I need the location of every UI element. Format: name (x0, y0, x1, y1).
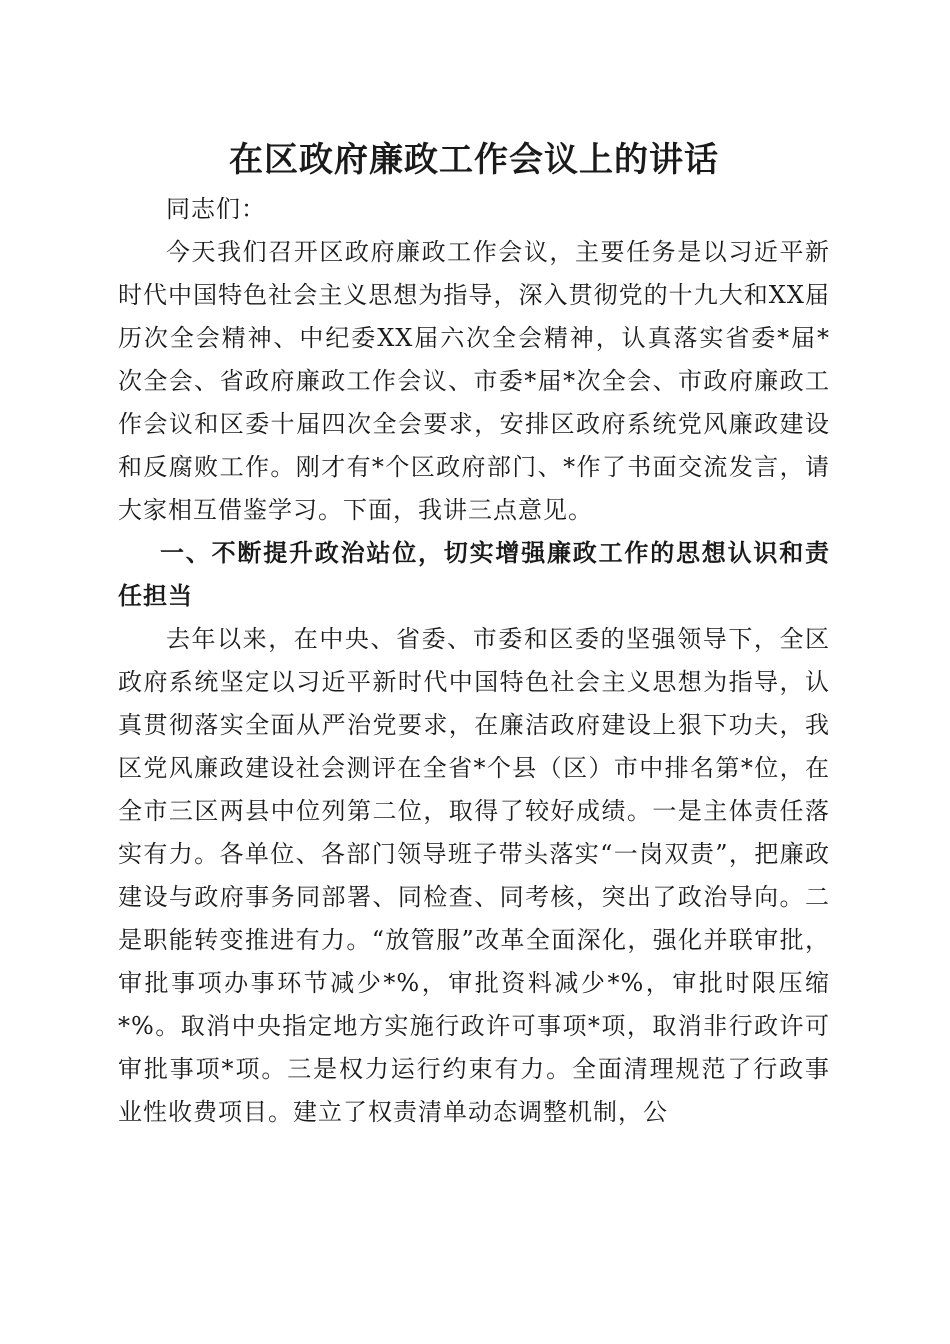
salutation: 同志们： (166, 195, 266, 223)
section-1-paragraph: 去年以来，在中央、省委、市委和区委的坚强领导下，全区政府系统坚定以习近平新时代中国特色社会主义思想为指导，认真贯彻落实全面从严治党要求，在廉洁政府建设上狠下功夫，我区党风廉政建设社会测评在全省*个县（区）市中排名第*位，在全市三区两县中位列第二位，取得了较好成绩。一是主体责任落实有力。各单位、各部门领导班子带头落实“一岗双责”，把廉政建设与政府事务同部署、同检查、同考核，突出了政治导向。二是职能转变推进有力。“放管服”改革全面深化，强化并联审批，审批事项办事环节减少*%，审批资料减少*%，审批时限压缩*%。取消中央指定地方实施行政许可事项*项，取消非行政许可审批事项*项。三是权力运行约束有力。全面清理规范了行政事业性收费项目。建立了权责清单动态调整机制，公 (118, 625, 830, 1126)
intro-paragraph: 今天我们召开区政府廉政工作会议，主要任务是以习近平新时代中国特色社会主义思想为指导，深入贯彻党的十九大和XX届历次全会精神、中纪委XX届六次全会精神，认真落实省委*届*次全会、省政府廉政工作会议、市委*届*次全会、市政府廉政工作会议和区委十届四次全会要求，安排区政府系统党风廉政建设和反腐败工作。刚才有*个区政府部门、*作了书面交流发言，请大家相互借鉴学习。下面，我讲三点意见。 (118, 238, 830, 524)
section-heading-1: 一、不断提升政治站位，切实增强廉政工作的思想认识和责任担当 (118, 539, 830, 610)
document-title: 在区政府廉政工作会议上的讲话 (229, 140, 719, 180)
